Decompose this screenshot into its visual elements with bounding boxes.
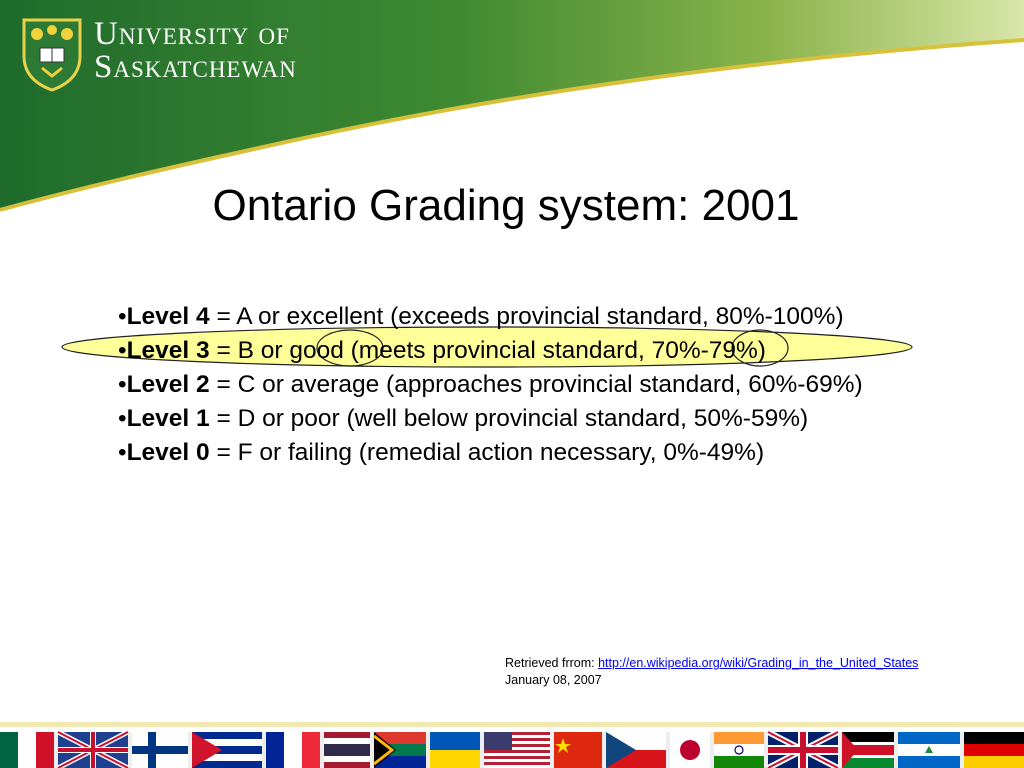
source-citation <box>505 655 918 689</box>
source-link[interactable]: http://en.wikipedia.org/wiki/Grading_in_the_United_States <box>598 656 919 670</box>
source-prefix: Retrieved frrom: <box>505 656 599 670</box>
list-item <box>118 436 863 470</box>
bullet: • <box>118 439 127 466</box>
bullet: • <box>118 405 127 432</box>
level-label: Level 4 <box>126 303 210 330</box>
source-date: January 08, 2007 <box>505 673 602 687</box>
level-description: = A or excellent (exceeds provincial standard, 80%-100%) <box>209 303 844 330</box>
list-item <box>118 334 863 368</box>
level-label: Level 1 <box>126 405 210 432</box>
bullet: • <box>118 337 127 364</box>
level-label: Level 0 <box>126 439 210 466</box>
list-item <box>118 368 863 402</box>
level-label: Level 3 <box>126 337 210 364</box>
world-flags-strip-icon <box>0 722 1024 768</box>
list-item <box>118 402 863 436</box>
university-name-line2: Saskatchewan <box>94 49 297 85</box>
bullet: • <box>118 371 127 398</box>
list-item <box>118 300 863 334</box>
slide-title: Ontario Grading system: 2001 <box>212 181 800 230</box>
level-label: Level 2 <box>126 371 210 398</box>
level-description: = F or failing (remedial action necessary, 0%-49%) <box>209 439 765 466</box>
university-name-line1: University of <box>94 16 290 52</box>
university-name <box>94 18 297 84</box>
grading-levels-list <box>118 300 863 470</box>
bullet: • <box>118 303 127 330</box>
level-description: = B or good (meets provincial standard, 70%-79%) <box>209 337 766 364</box>
level-description: = D or poor (well below provincial standard, 50%-59%) <box>209 405 809 432</box>
level-description: = C or average (approaches provincial standard, 60%-69%) <box>209 371 863 398</box>
university-crest-icon <box>20 16 84 92</box>
